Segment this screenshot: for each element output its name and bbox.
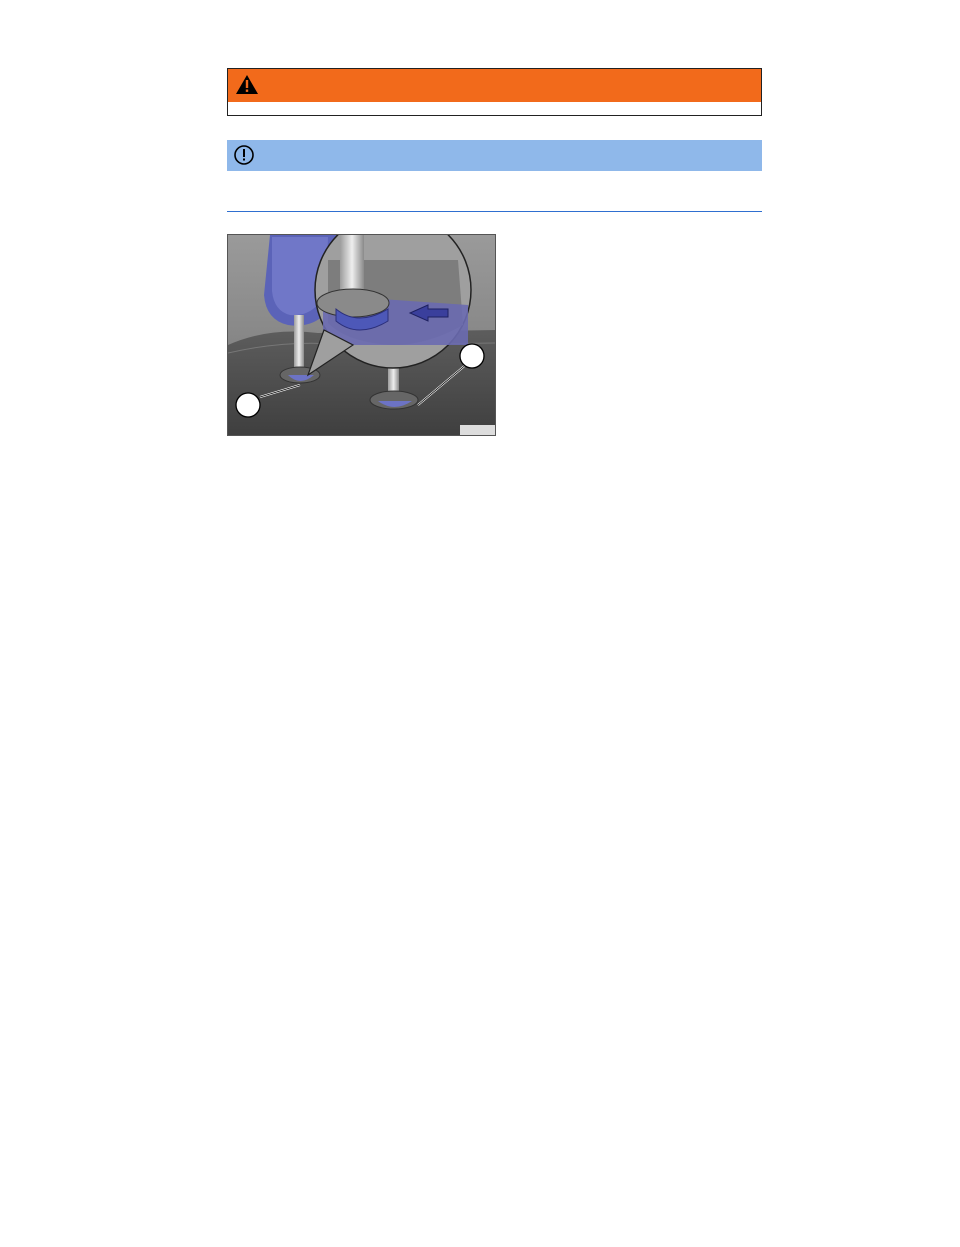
warning-box xyxy=(227,68,762,116)
figure-42 xyxy=(227,234,496,436)
warning-triangle-icon xyxy=(235,74,259,100)
section-heading xyxy=(227,210,762,212)
section-title xyxy=(227,210,762,211)
notice-header xyxy=(227,140,762,171)
warning-body xyxy=(228,102,761,115)
warning-header xyxy=(228,69,761,102)
notice-exclamation-icon xyxy=(233,144,255,171)
headrest-illustration xyxy=(228,235,495,435)
watermark xyxy=(0,1182,960,1247)
notice-body xyxy=(227,171,762,174)
page-content xyxy=(227,52,762,444)
notice-box xyxy=(227,140,762,174)
